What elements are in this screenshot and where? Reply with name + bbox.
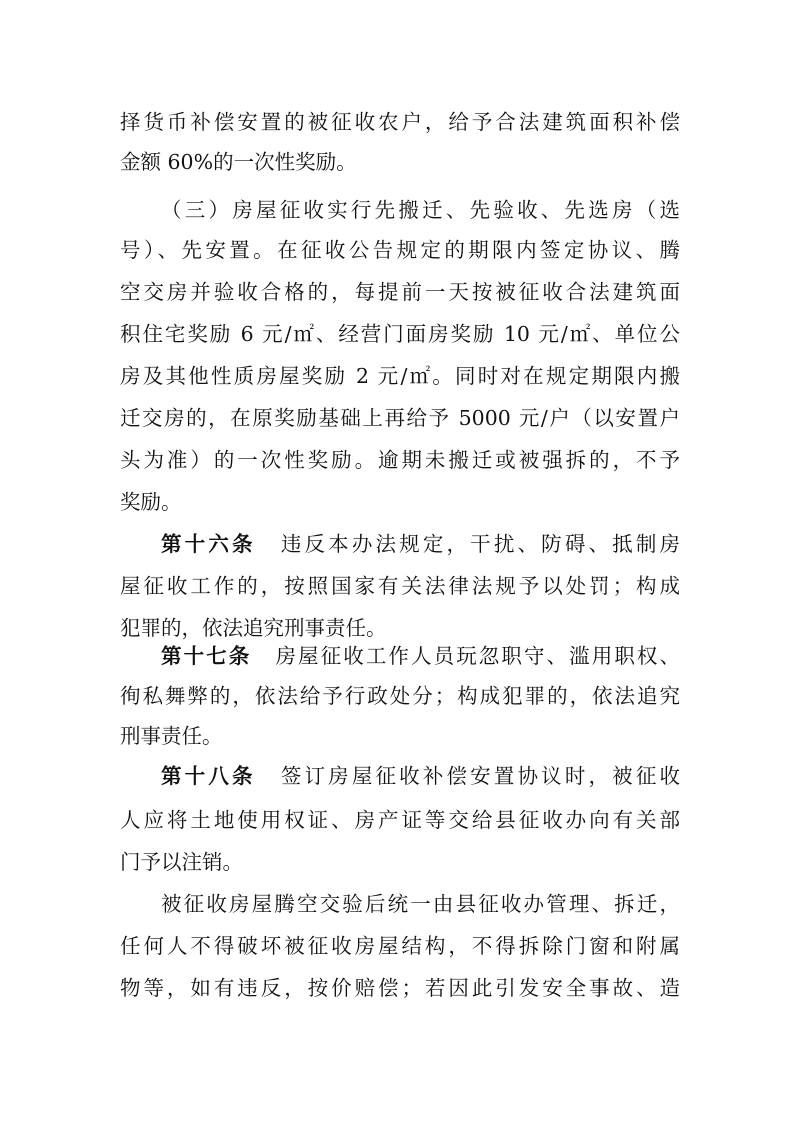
article-heading: 第十六条 <box>161 532 256 556</box>
text-line: 物等，如有违反，按价赔偿；若因此引发安全事故、造 <box>120 976 680 1000</box>
text-line: 门予以注销。 <box>120 850 243 874</box>
article-17-first-line <box>120 636 680 676</box>
text-line: 金额 60%的一次性奖励。 <box>120 150 357 174</box>
text-line: 号）、先安置。在征收公告规定的期限内签定协议、腾 <box>120 238 680 262</box>
article-heading: 第十七条 <box>161 644 252 668</box>
text-line: 空交房并验收合格的，每提前一天按被征收合法建筑面 <box>120 280 680 304</box>
text-line: 被征收房屋腾空交验后统一由县征收办管理、拆迁， <box>161 892 680 916</box>
text-span: 违反本办法规定，干扰、防碍、抵制房 <box>277 532 681 556</box>
text-line: 任何人不得破坏被征收房屋结构，不得拆除门窗和附属 <box>120 934 680 958</box>
text-span: 房屋征收工作人员玩忽职守、滥用职权、 <box>273 644 681 668</box>
document-page <box>120 0 680 1122</box>
text-line: 奖励。 <box>120 490 182 514</box>
text-line: 徇私舞弊的，依法给予行政处分；构成犯罪的，依法追究 <box>120 684 680 708</box>
text-line: 积住宅奖励 6 元/㎡、经营门面房奖励 10 元/㎡、单位公 <box>120 322 680 346</box>
text-line: 迁交房的，在原奖励基础上再给予 5000 元/户（以安置户 <box>120 406 680 430</box>
article-18-first-line <box>120 756 680 796</box>
text-line: 房及其他性质房屋奖励 2 元/㎡。同时对在规定期限内搬 <box>120 364 680 388</box>
article-heading: 第十八条 <box>161 764 256 788</box>
text-line: 头为准）的一次性奖励。逾期未搬迁或被强拆的，不予 <box>120 448 680 472</box>
article-16-first-line <box>120 524 680 564</box>
text-line: 择货币补偿安置的被征收农户，给予合法建筑面积补偿 <box>120 110 680 134</box>
text-line: 犯罪的，依法追究刑事责任。 <box>120 616 387 640</box>
text-line: 屋征收工作的，按照国家有关法律法规予以处罚；构成 <box>120 574 680 598</box>
text-span: 签订房屋征收补偿安置协议时，被征收 <box>277 764 681 788</box>
text-line: （三）房屋征收实行先搬迁、先验收、先选房（选 <box>161 198 680 222</box>
text-line: 刑事责任。 <box>120 724 223 748</box>
text-line: 人应将土地使用权证、房产证等交给县征收办向有关部 <box>120 808 680 832</box>
